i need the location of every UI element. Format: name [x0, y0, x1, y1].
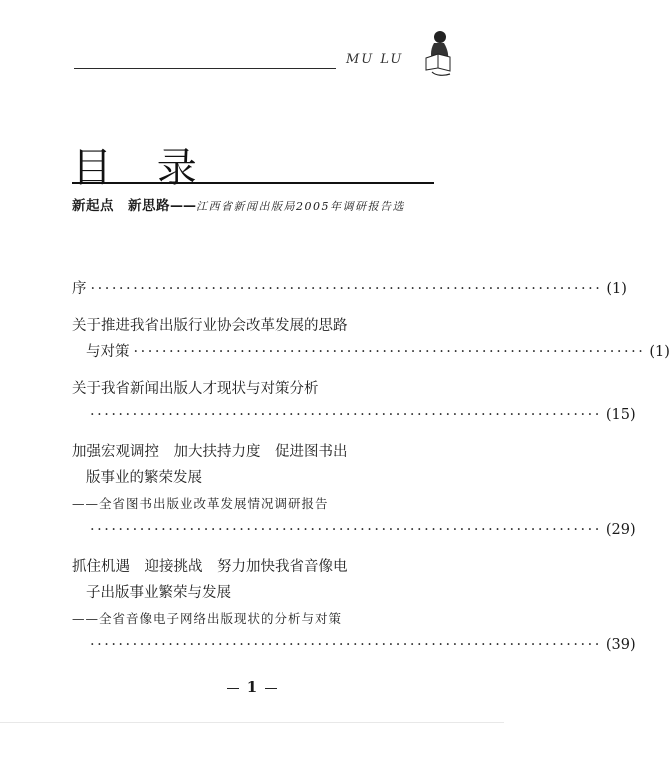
subtitle-dash: ——	[170, 199, 196, 214]
toc-entry[interactable]	[72, 376, 636, 428]
toc-page-number: (29)	[605, 522, 636, 538]
toc-leader-dots: ········································································	[90, 522, 602, 538]
toc-entry-subtitle: ——全省音像电子网络出版现状的分析与对策	[72, 611, 343, 626]
toc-entry[interactable]	[72, 313, 670, 365]
page-title: 目 录	[72, 145, 213, 191]
subtitle-part2: 新思路	[128, 198, 170, 214]
toc-entry[interactable]	[72, 276, 627, 302]
toc-entry[interactable]	[72, 439, 636, 543]
toc-entry-title: 关于推进我省出版行业协会改革发展的思路	[72, 318, 348, 334]
footer-dash-left	[227, 688, 239, 689]
header-mark: MU LU	[346, 52, 404, 67]
toc-entry-title: 序	[72, 281, 87, 297]
toc-leader-dots: ········································································	[133, 344, 646, 360]
toc-entry-title-cont: 版事业的繁荣发展	[86, 470, 202, 486]
reading-figure-icon	[418, 28, 458, 80]
toc-page-number: (1)	[649, 344, 670, 360]
page-number: 1	[246, 678, 258, 696]
subtitle-part1: 新起点	[72, 198, 114, 214]
toc-page-number: (15)	[605, 407, 636, 423]
toc-entry-title: 关于我省新闻出版人才现状与对策分析	[72, 381, 319, 397]
toc-entry-title: 抓住机遇 迎接挑战 努力加快我省音像电	[72, 559, 348, 575]
title-rule	[72, 182, 434, 184]
toc-entry[interactable]	[72, 554, 636, 658]
toc-leader-dots: ········································································	[90, 637, 602, 653]
footer-dash-right	[265, 688, 277, 689]
toc-entry-title-cont: 子出版事业繁荣与发展	[86, 585, 231, 601]
header-rule	[74, 68, 336, 69]
subtitle-tail: 江西省新闻出版局2005年调研报告选	[196, 200, 405, 213]
table-of-contents	[72, 276, 670, 669]
toc-page-number: (39)	[605, 637, 636, 653]
toc-leader-dots: ········································································	[90, 281, 603, 297]
toc-page-number: (1)	[606, 281, 627, 297]
footer-page-number	[0, 678, 504, 696]
subtitle	[72, 194, 405, 214]
toc-entry-title-cont: 与对策	[86, 344, 130, 360]
page-edge-rule	[0, 722, 504, 723]
toc-leader-dots: ········································································	[90, 407, 602, 423]
toc-entry-subtitle: ——全省图书出版业改革发展情况调研报告	[72, 496, 329, 511]
toc-entry-title: 加强宏观调控 加大扶持力度 促进图书出	[72, 444, 348, 460]
